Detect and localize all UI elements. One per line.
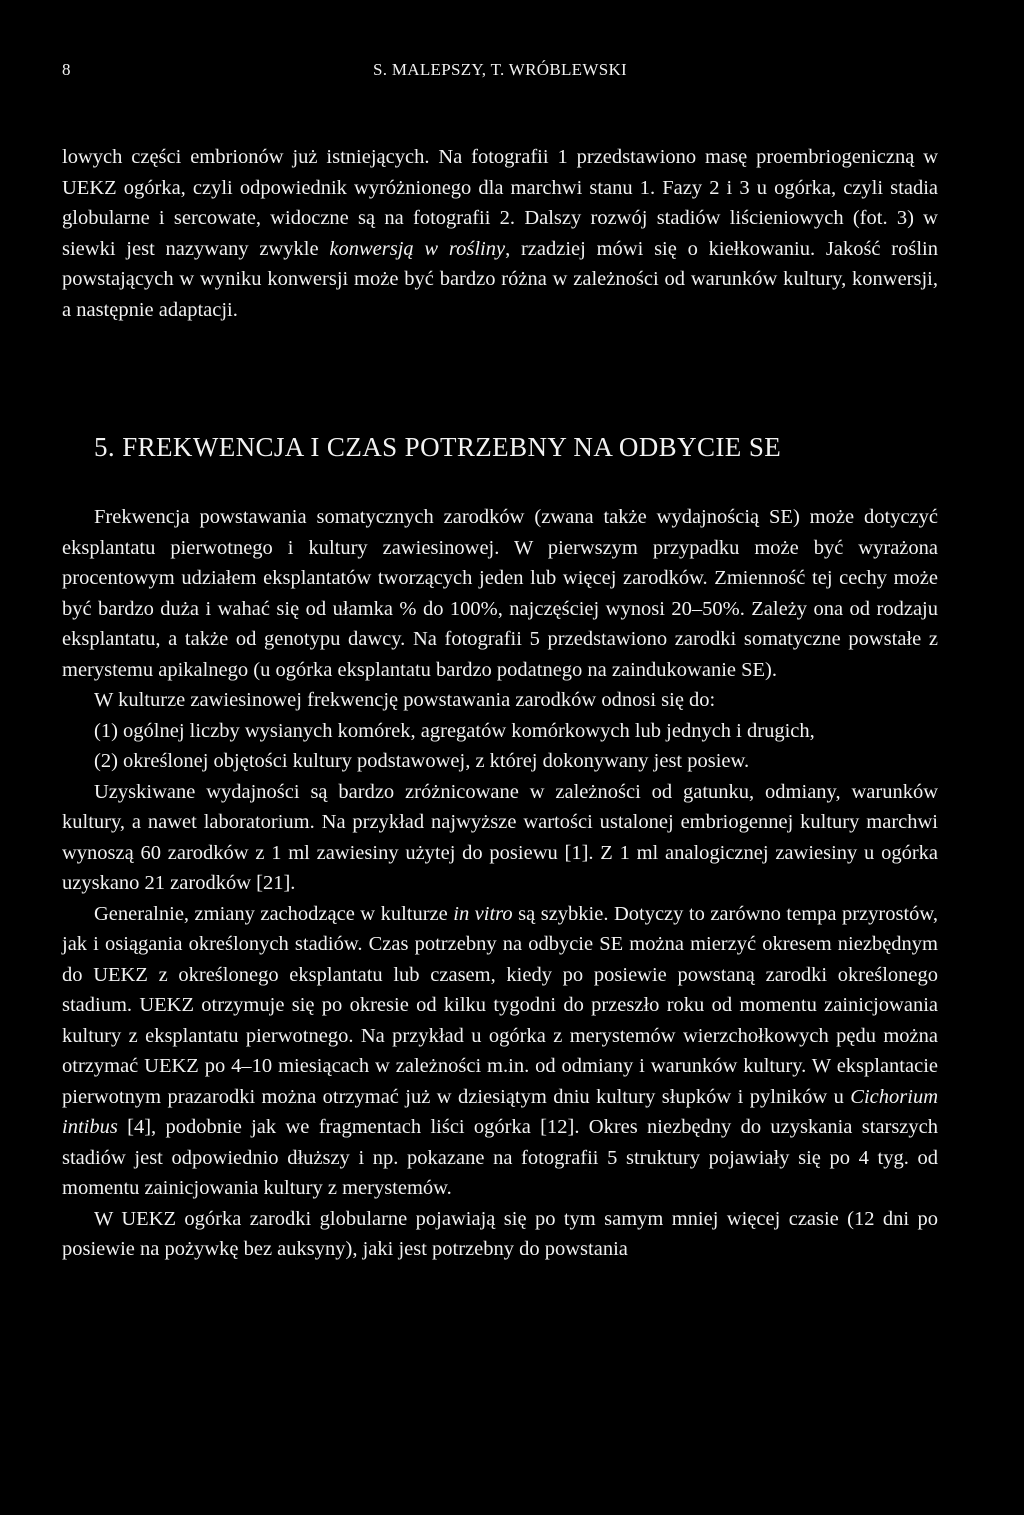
body-paragraph: Frekwencja powstawania somatycznych zarodków (zwana także wydajnością SE) może dotyczyć eksplantatu pierwotnego i kultury zawiesinowej. W pierwszym przypadku może być wyrażona procentowym udziałem eksplantatów tworzących jeden lub więcej zarodków. Zmienność tej cechy może być bardzo duża i wahać się od ułamka % do 100%, najczęściej wynosi 20–50%. Zależy ona od rodzaju eksplantatu, a także od genotypu dawcy. Na fotografii 5 przedstawiono zarodki somatyczne powstałe z merystemu apikalnego (u ogórka eksplantatu bardzo podatnego na zaindukowanie SE).	[62, 506, 938, 681]
intro-text	[62, 142, 938, 325]
body-paragraph	[62, 899, 938, 1204]
intro-paragraph	[62, 142, 938, 325]
body-text-part: są szybkie. Dotyczy to zarówno tempa przyrostów, jak i osiągania określonych stadiów. Czas potrzebny na odbycie SE można mierzyć okresem niezbędnym do UEKZ z określonego eksplantatu lub czasem, kiedy po posiewie powstaną zarodki określonego stadium. UEKZ otrzymuje się po okresie od kilku tygodni do przeszło roku od momentu zainicjowania kultury z eksplantatu pierwotnego. Na przykład u ogórka z merystemów wierzchołkowych pędu można otrzymać UEKZ po 4–10 miesiącach w zależności m.in. od odmiany i warunków kultury. W eksplantacie pierwotnym prazarodki można otrzymać już w dziesiątym dniu kultury słupków i pylników u	[62, 902, 938, 1108]
intro-text-part: , rzadziej mówi się o kiełkowaniu. Jakość roślin powstających w wyniku konwersji może być bardzo różna w zależności od warunków kultury, konwersji, a następnie adaptacji.	[62, 237, 938, 321]
section-body	[62, 502, 938, 1265]
body-text-part: Generalnie, zmiany zachodzące w kulturze	[94, 902, 454, 925]
running-header	[62, 60, 938, 86]
body-text-part: [4], podobnie jak we fragmentach liści ogórka [12]. Okres niezbędny do uzyskania starszych stadiów jest odpowiednio dłuższy i np. pokazane na fotografii 5 struktury pojawiały się po 4 tyg. od momentu zainicjowania kultury z merystemów.	[62, 1116, 938, 1199]
italic-species-name: Cichorium intibus	[62, 1085, 938, 1138]
intro-text-part: lowych części embrionów już istniejących. Na fotografii 1 przedstawiono masę proembriogeniczną w UEKZ ogórka, czyli odpowiednik wyróżnionego dla marchwi stanu 1. Fazy 2 i 3 u ogórka, czyli stadia globularne i sercowate, widoczne są na fotografii 2. Dalszy rozwój stadiów liścieniowych (fot. 3) w siewki jest nazywany zwykle	[62, 146, 938, 260]
body-paragraph: W kulturze zawiesinowej frekwencję powstawania zarodków odnosi się do:	[94, 689, 716, 711]
body-paragraph: W UEKZ ogórka zarodki globularne pojawiają się po tym samym mniej więcej czasie (12 dni po posiewie na pożywkę bez auksyny), jaki jest potrzebny do powstania	[62, 1207, 938, 1260]
running-title: S. MALEPSZY, T. WRÓBLEWSKI	[372, 60, 627, 79]
italic-term: in vitro	[453, 902, 513, 925]
list-item: (1) ogólnej liczby wysianych komórek, agregatów komórkowych lub jednych i drugich,	[94, 719, 815, 742]
list-item: (2) określonej objętości kultury podstawowej, z której dokonywany jest posiew.	[94, 750, 750, 772]
body-paragraph: Uzyskiwane wydajności są bardzo zróżnicowane w zależności od gatunku, odmiany, warunków kultury, a nawet laboratorium. Na przykład najwyższe wartości ustalonej embriogennej kultury marchwi wynoszą 60 zarodków z 1 ml zawiesiny użytej do posiewu [1]. Z 1 ml analogicznej zawiesiny u ogórka uzyskano 21 zarodków [21].	[62, 780, 938, 894]
page-number: 8	[62, 60, 71, 79]
section-heading: 5. FREKWENCJA I CZAS POTRZEBNY NA ODBYCIE SE	[94, 432, 782, 462]
intro-italic-term: konwersją w rośliny	[329, 237, 506, 260]
